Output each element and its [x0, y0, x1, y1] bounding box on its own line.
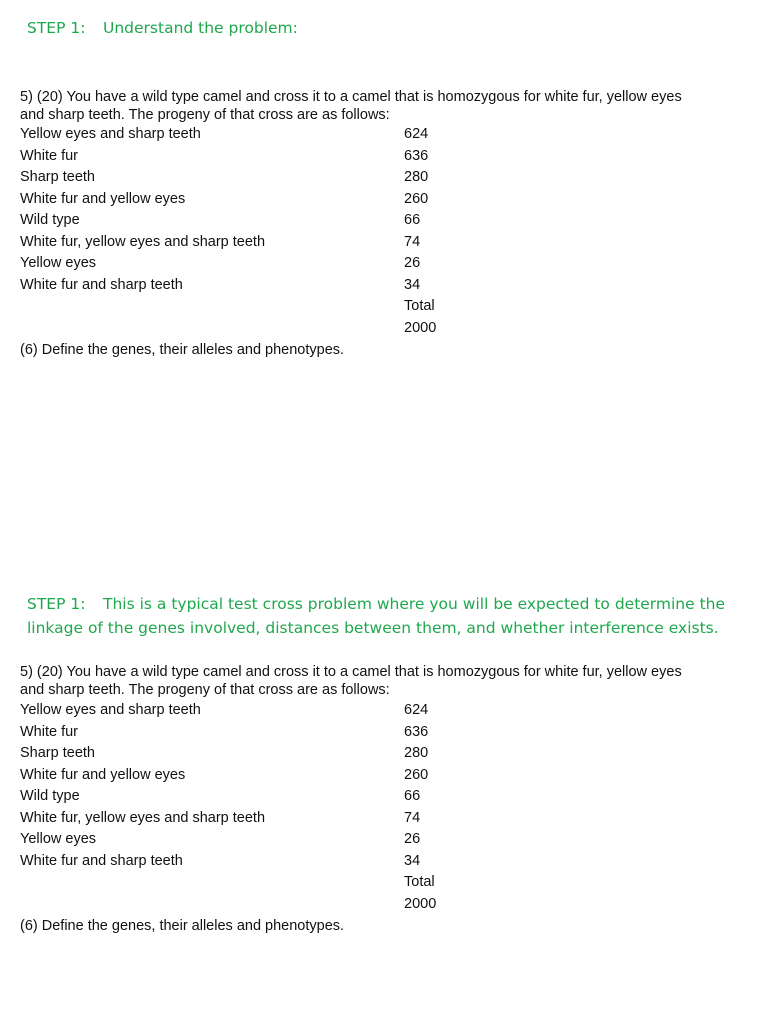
total-label-row [20, 872, 520, 894]
table-row [20, 275, 520, 297]
count-cell: 74 [404, 233, 421, 250]
count-cell: 636 [404, 723, 429, 740]
table-row [20, 189, 520, 211]
question-text: 5) (20) You have a wild type camel and cross it to a camel that is homozygous for white fur, yellow eyes and sharp teeth. The progeny of that cross are as follows: [20, 89, 682, 123]
count-cell: 34 [404, 852, 421, 869]
table-row [20, 210, 520, 232]
total-label-row [20, 296, 520, 318]
step-heading [27, 592, 747, 640]
count-cell: 260 [404, 190, 429, 207]
phenotype-cell: White fur and yellow eyes [20, 766, 186, 783]
progeny-table [20, 700, 520, 915]
total-value-row [20, 318, 520, 340]
total-value: 2000 [404, 319, 437, 336]
total-label: Total [404, 298, 435, 314]
phenotype-cell: White fur [20, 723, 79, 740]
table-row [20, 124, 520, 146]
count-cell: 66 [404, 788, 421, 804]
progeny-table [20, 124, 520, 339]
phenotype-cell: Sharp teeth [20, 169, 95, 185]
count-cell: 74 [404, 809, 421, 826]
phenotype-cell: White fur, yellow eyes and sharp teeth [20, 233, 266, 250]
phenotype-cell: Yellow eyes and sharp teeth [20, 126, 201, 142]
table-row [20, 700, 520, 722]
table-row [20, 743, 520, 765]
phenotype-cell: Yellow eyes and sharp teeth [20, 702, 201, 718]
followup-question: (6) Define the genes, their alleles and phenotypes. [20, 342, 345, 358]
step-text: This is a typical test cross problem where you will be expected to determine the linkage of the genes involved, distances between them, and whether interference exists. [27, 595, 726, 637]
count-cell: 280 [404, 745, 429, 761]
total-value: 2000 [404, 895, 437, 912]
step-text: Understand the problem: [103, 19, 298, 37]
phenotype-cell: Wild type [20, 788, 80, 804]
phenotype-cell: Yellow eyes [20, 831, 97, 847]
phenotype-cell: White fur [20, 147, 79, 164]
phenotype-cell: White fur, yellow eyes and sharp teeth [20, 809, 266, 826]
table-row [20, 786, 520, 808]
count-cell: 34 [404, 276, 421, 293]
count-cell: 280 [404, 169, 429, 185]
count-cell: 624 [404, 126, 429, 142]
phenotype-cell: Wild type [20, 212, 80, 228]
table-row [20, 851, 520, 873]
table-row [20, 253, 520, 275]
phenotype-cell: Sharp teeth [20, 745, 95, 761]
table-row [20, 765, 520, 787]
total-label: Total [404, 874, 435, 890]
table-row [20, 808, 520, 830]
table-row [20, 232, 520, 254]
count-cell: 636 [404, 147, 429, 164]
step-label: STEP 1: [27, 19, 86, 37]
table-row [20, 829, 520, 851]
step-heading [27, 16, 747, 40]
count-cell: 624 [404, 702, 429, 718]
phenotype-cell: White fur and yellow eyes [20, 190, 186, 207]
count-cell: 26 [404, 831, 421, 847]
count-cell: 260 [404, 766, 429, 783]
table-row [20, 146, 520, 168]
table-row [20, 167, 520, 189]
table-row [20, 722, 520, 744]
total-value-row [20, 894, 520, 916]
phenotype-cell: Yellow eyes [20, 255, 97, 271]
question-text: 5) (20) You have a wild type camel and cross it to a camel that is homozygous for white fur, yellow eyes and sharp teeth. The progeny of that cross are as follows: [20, 664, 682, 698]
phenotype-cell: White fur and sharp teeth [20, 852, 183, 869]
count-cell: 66 [404, 212, 421, 228]
followup-question: (6) Define the genes, their alleles and phenotypes. [20, 918, 345, 934]
count-cell: 26 [404, 255, 421, 271]
phenotype-cell: White fur and sharp teeth [20, 276, 183, 293]
section-1 [0, 0, 768, 380]
step-label: STEP 1: [27, 595, 86, 613]
